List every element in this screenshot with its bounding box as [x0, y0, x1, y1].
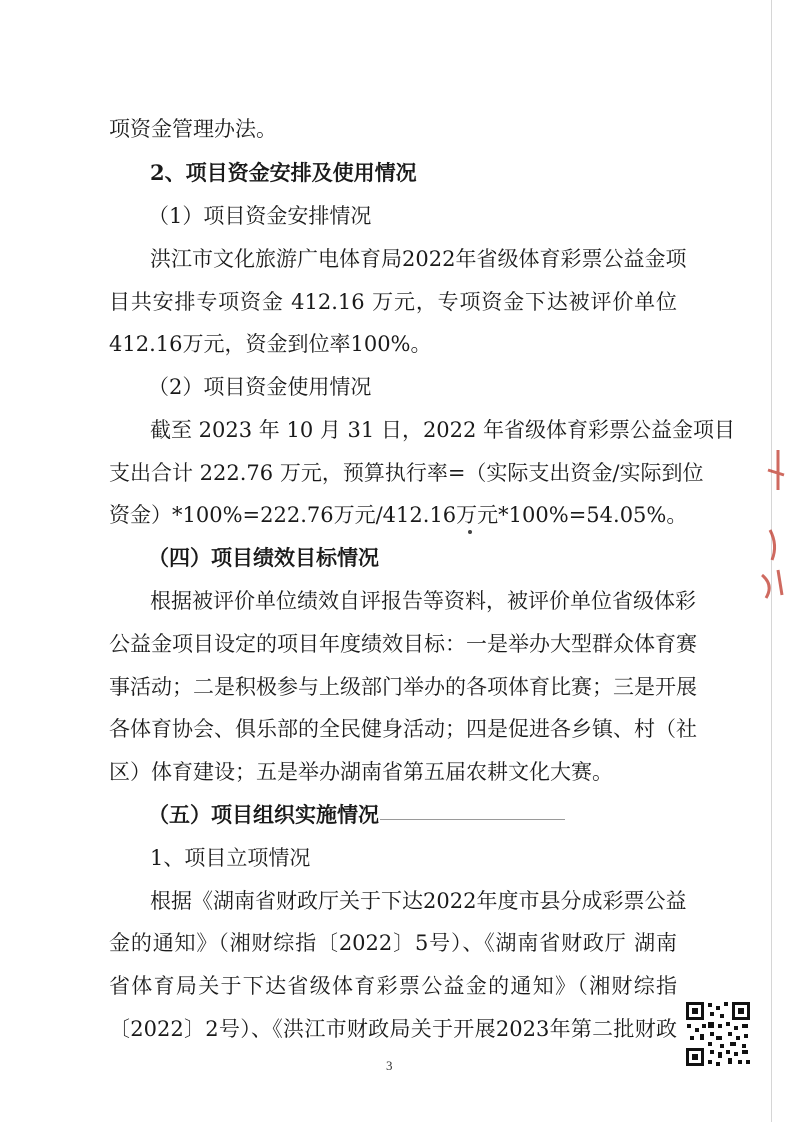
paragraph-line: 根据《湖南省财政厅关于下达2022年度市县分成彩票公益 [150, 889, 687, 913]
paragraph-line: 金的通知》（湘财综指〔2022〕5号）、《湖南省财政厅 湖南 [109, 931, 677, 955]
paragraph-line: 洪江市文化旅游广电体育局2022年省级体育彩票公益金项 [150, 247, 687, 271]
paragraph-line: 资金）*100%=222.76万元/412.16万元*100%=54.05%。 [109, 503, 688, 527]
heading-funding-arrangement: 2、项目资金安排及使用情况 [150, 160, 417, 185]
seal-stamp-fragment [748, 430, 788, 600]
page-number: 3 [386, 1058, 393, 1073]
paragraph-line: 目共安排专项资金 412.16 万元，专项资金下达被评价单位 [109, 290, 677, 314]
subheading-funding-plan: （1）项目资金安排情况 [148, 204, 372, 228]
paragraph-line: 区）体育建设；五是举办湖南省第五届农耕文化大赛。 [109, 760, 613, 784]
paragraph-line: 412.16万元，资金到位率100%。 [109, 332, 432, 356]
paragraph-line: 各体育协会、俱乐部的全民健身活动；四是促进各乡镇、村（社 [109, 717, 697, 741]
paragraph-line: 〔2022〕2号）、《洪江市财政局关于开展2023年第二批财政 [109, 1017, 677, 1041]
qr-code-icon [684, 1000, 752, 1068]
paragraph-line: 支出合计 222.76 万元，预算执行率=（实际支出资金/实际到位 [109, 461, 704, 485]
subheading-project-approval: 1、项目立项情况 [150, 846, 311, 870]
text-line-continuation: 项资金管理办法。 [109, 117, 277, 141]
paragraph-line: 截至 2023 年 10 月 31 日，2022 年省级体育彩票公益金项目 [150, 418, 736, 442]
underline-rule [380, 819, 565, 820]
paragraph-line: 省体育局关于下达省级体育彩票公益金的通知》（湘财综指 [109, 974, 677, 998]
paragraph-line: 根据被评价单位绩效自评报告等资料，被评价单位省级体彩 [150, 589, 696, 613]
paragraph-line: 公益金项目设定的项目年度绩效目标：一是举办大型群众体育赛 [109, 632, 697, 656]
ink-dot [468, 530, 472, 534]
heading-implementation: （五）项目组织实施情况 [148, 802, 379, 827]
paragraph-line: 事活动；二是积极参与上级部门举办的各项体育比赛；三是开展 [109, 675, 697, 699]
heading-performance-targets: （四）项目绩效目标情况 [148, 545, 379, 570]
subheading-funding-usage: （2）项目资金使用情况 [148, 375, 372, 399]
